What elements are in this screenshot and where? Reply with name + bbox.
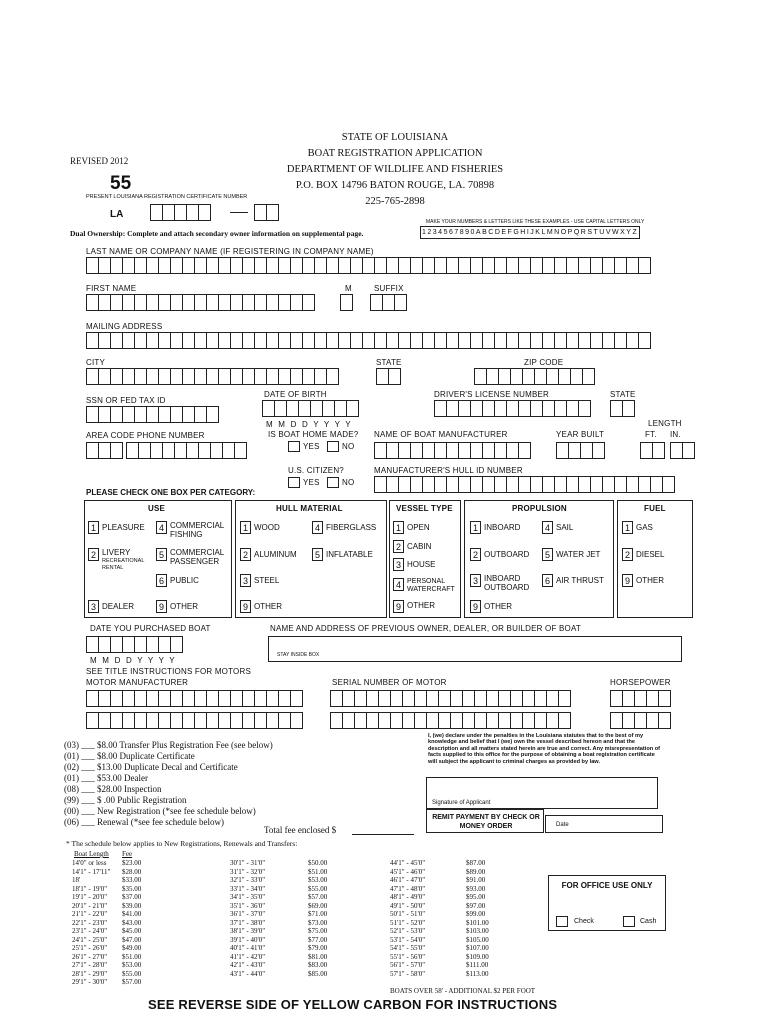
use-option-label: PUBLIC (170, 576, 199, 585)
title-line: STATE OF LOUISIANA (341, 132, 449, 143)
propulsion-option-label: INBOARD OUTBOARD (484, 574, 530, 592)
hull-title: HULL MATERIAL (276, 504, 343, 513)
fee-amount: $103.00 (466, 927, 489, 935)
schedule-fee-header: Fee (122, 850, 133, 858)
state-field[interactable] (376, 368, 400, 385)
fee-amount: $57.00 (122, 978, 142, 986)
fee-text: $28.00 Inspection (97, 784, 162, 794)
previous-owner-label: NAME AND ADDRESS OF PREVIOUS OWNER, DEALER, OR BUILDER OF BOAT (270, 624, 581, 633)
fee-amount: $57.00 (308, 893, 328, 901)
check-one-instruction: PLEASE CHECK ONE BOX PER CATEGORY: (86, 488, 256, 497)
boat-length: 52'1" - 53'0" (390, 927, 426, 935)
fee-amount: $93.00 (466, 884, 486, 893)
schedule-row (390, 961, 590, 970)
boat-length: 18' (72, 876, 81, 884)
boat-length: 19'1" - 20'0" (72, 893, 108, 901)
fee-amount: $109.00 (466, 952, 489, 961)
home-made-yes-checkbox[interactable] (288, 441, 300, 452)
fee-amount: $37.00 (122, 893, 142, 901)
boat-length: 56'1" - 57'0" (390, 961, 426, 969)
hull-id-label: MANUFACTURER'S HULL ID NUMBER (374, 466, 523, 475)
license-state-label: STATE (610, 390, 636, 399)
citizen-yes-checkbox[interactable] (288, 477, 300, 488)
fuel-option-number[interactable]: 2 (622, 548, 633, 561)
schedule-row (72, 978, 272, 987)
boat-length: 43'1" - 44'0" (230, 969, 266, 978)
use-option-sublabel: RECREATIONAL RENTAL (102, 558, 145, 571)
reg-number-boxes-b[interactable] (254, 204, 278, 221)
example-chars (420, 226, 640, 239)
year-built-label: YEAR BUILT (556, 430, 605, 439)
schedule-row (390, 970, 590, 979)
use-option-number[interactable]: 9 (156, 600, 167, 613)
boat-length: 51'1" - 52'0" (390, 918, 426, 927)
fee-code: (01) (64, 773, 79, 783)
home-made-label: IS BOAT HOME MADE? (268, 430, 359, 439)
license-state-field[interactable] (610, 400, 634, 417)
fee-amount: $55.00 (308, 884, 328, 893)
hull-option-label: ALUMINUM (254, 550, 297, 559)
vessel-option-label: HOUSE (407, 560, 436, 569)
fee-code: (00) (64, 806, 79, 816)
schedule-row (390, 936, 590, 945)
horsepower-field-2[interactable] (610, 712, 670, 729)
previous-owner-field[interactable] (268, 636, 682, 662)
propulsion-option-number[interactable]: 1 (470, 521, 481, 534)
purchase-date-format: M M D D Y Y Y Y (90, 656, 175, 665)
hull-option-number[interactable]: 9 (240, 600, 251, 613)
fee-amount: $69.00 (308, 901, 328, 910)
vessel-option-number[interactable]: 9 (393, 600, 404, 613)
boat-length: 22'1" - 23'0" (72, 918, 108, 927)
fee-amount: $97.00 (466, 901, 486, 910)
fee-amount: $28.00 (122, 867, 142, 876)
fee-code: (01) (64, 751, 79, 761)
hull-id-field[interactable] (374, 476, 674, 493)
hull-option-number[interactable]: 3 (240, 574, 251, 587)
boat-length: 31'1" - 32'0" (230, 867, 266, 876)
fee-amount: $79.00 (308, 944, 328, 952)
suffix-field[interactable] (370, 294, 406, 311)
schedule-note: * The schedule below applies to New Registrations, Renewals and Transfers: (66, 839, 298, 848)
boat-length: 39'1" - 40'0" (230, 935, 266, 944)
length-feet-field[interactable] (640, 442, 664, 459)
fee-item[interactable]: (99) ___ $ .00 Public Registration (64, 795, 187, 805)
boat-length: 33'1" - 34'0" (230, 884, 266, 893)
vessel-option-label: CABIN (407, 542, 432, 551)
propulsion-option-number[interactable]: 9 (470, 600, 481, 613)
boat-length: 30'1" - 31'0" (230, 859, 266, 867)
fee-amount: $51.00 (308, 867, 328, 876)
mailing-address-field[interactable] (86, 332, 650, 349)
fuel-title: FUEL (644, 504, 666, 513)
fee-code: (06) (64, 817, 79, 827)
fee-amount: $23.00 (122, 859, 142, 867)
office-check-checkbox[interactable] (556, 916, 568, 927)
boat-length: 32'1" - 33'0" (230, 876, 266, 884)
state-label: STATE (376, 358, 402, 367)
mailing-address-label: MAILING ADDRESS (86, 322, 163, 331)
fee-text: Renewal (*see fee schedule below) (97, 817, 224, 827)
boat-length: 53'1" - 54'0" (390, 935, 426, 944)
boat-length: 25'1" - 26'0" (72, 944, 108, 952)
serial-number-label: SERIAL NUMBER OF MOTOR (332, 678, 447, 687)
fee-amount: $53.00 (122, 961, 142, 969)
vessel-option-number[interactable]: 3 (393, 558, 404, 571)
vessel-option-number[interactable]: 4 (393, 578, 404, 591)
fee-amount: $77.00 (308, 935, 328, 944)
fuel-option-number[interactable]: 1 (622, 521, 633, 534)
suffix-label: SUFFIX (374, 284, 404, 293)
boat-length: 20'1" - 21'0" (72, 901, 108, 910)
fee-amount: $43.00 (122, 918, 142, 927)
fee-code: (99) (64, 795, 79, 805)
propulsion-option-label: AIR THRUST (556, 576, 604, 585)
boat-length: 27'1" - 28'0" (72, 961, 108, 969)
use-option-label: COMMERCIAL FISHING (170, 521, 224, 539)
use-option-label: PLEASURE (102, 523, 145, 532)
propulsion-option-label: OUTBOARD (484, 550, 530, 559)
fee-text: $ .00 Public Registration (97, 795, 187, 805)
footer-instructions: SEE REVERSE SIDE OF YELLOW CARBON FOR INSTRUCTIONS (148, 997, 558, 1012)
office-cash-checkbox[interactable] (623, 916, 635, 927)
dob-field[interactable] (262, 400, 358, 417)
fee-amount: $89.00 (466, 867, 486, 876)
declaration-text: I, (we) declare under the penalties in the Louisiana statutes that to the best of my knowledge and belief that I (we) own the vessel described hereon and that the description and all matters stated herein are true and correct. Any misrepresentation of facts supplied to this office for the purpose of obtaining a boat registration certificate will subject the applicant to criminal charges as provided by law. (428, 733, 660, 765)
length-label: LENGTH (648, 419, 682, 428)
fee-item[interactable]: (06) ___ Renewal (*see fee schedule below) (64, 817, 224, 827)
fee-amount: $53.00 (308, 876, 328, 884)
boat-length: 45'1" - 46'0" (390, 867, 426, 876)
dob-label: DATE OF BIRTH (264, 390, 327, 399)
fee-amount: $35.00 (122, 884, 142, 893)
use-option-number[interactable]: 5 (156, 548, 167, 561)
boat-length: 35'1" - 36'0" (230, 901, 266, 910)
boat-length: 14'0" or less (72, 859, 107, 867)
vessel-option-label: OPEN (407, 523, 430, 532)
fee-item[interactable]: (00) ___ New Registration (*see fee schedule below) (64, 806, 256, 816)
fee-code: (08) (64, 784, 79, 794)
fee-text: $53.00 Dealer (97, 773, 148, 783)
fee-text: $13.00 Duplicate Decal and Certificate (97, 762, 238, 772)
middle-initial-field[interactable] (340, 294, 352, 311)
vessel-title: VESSEL TYPE (396, 504, 453, 513)
propulsion-title: PROPULSION (512, 504, 567, 513)
propulsion-option-number[interactable]: 3 (470, 574, 481, 587)
title-line: P.O. BOX 14796 BATON ROUGE, LA. 70898 (295, 180, 495, 191)
city-label: CITY (86, 358, 106, 367)
phone-number-field[interactable] (126, 442, 246, 459)
fee-text: New Registration (*see fee schedule below) (97, 806, 256, 816)
feet-label: FT. (645, 430, 657, 439)
example-note: MAKE YOUR NUMBERS & LETTERS LIKE THESE EXAMPLES - USE CAPITAL LETTERS ONLY (426, 219, 645, 225)
date-label: Date (556, 822, 569, 828)
vessel-option-label: OTHER (407, 601, 435, 610)
boat-length: 18'1" - 19'0" (72, 884, 108, 893)
citizen-yes-label: YES (303, 478, 320, 487)
state-prefix: LA (110, 209, 124, 220)
ssn-label: SSN OR FED TAX ID (86, 396, 166, 405)
propulsion-option-label: INBOARD (484, 523, 521, 532)
fee-amount: $81.00 (308, 952, 328, 961)
schedule-row (390, 953, 590, 962)
boat-length: 50'1" - 51'0" (390, 910, 426, 918)
propulsion-option-number[interactable]: 4 (542, 521, 553, 534)
middle-initial-label: M (345, 284, 352, 293)
boat-length: 38'1" - 39'0" (230, 927, 266, 935)
last-name-field[interactable] (86, 257, 650, 274)
hull-option-number[interactable]: 1 (240, 521, 251, 534)
schedule-row (390, 859, 590, 868)
example-char-strip: 1234567890ABCDEFGHIJKLMNOPQRSTUVWXYZ (420, 226, 640, 239)
city-field[interactable] (86, 368, 338, 385)
serial-number-field-1[interactable] (330, 690, 570, 707)
boat-length: 14'1" - 17'11" (72, 867, 111, 876)
first-name-label: FIRST NAME (86, 284, 137, 293)
propulsion-option-label: WATER JET (556, 550, 601, 559)
boat-length: 23'1" - 24'0" (72, 927, 108, 935)
ssn-field[interactable] (86, 406, 218, 423)
fee-amount: $39.00 (122, 901, 142, 910)
phone-area-code-field[interactable] (86, 442, 122, 459)
present-reg-label: PRESENT LOUISIANA REGISTRATION CERTIFICATE NUMBER (86, 194, 248, 200)
phone-label: AREA CODE PHONE NUMBER (86, 431, 205, 440)
fee-amount: $47.00 (122, 935, 142, 944)
citizen-no-checkbox[interactable] (327, 477, 339, 488)
hull-option-label: STEEL (254, 576, 280, 585)
license-field[interactable] (434, 400, 590, 417)
total-fee-label: Total fee enclosed $ (264, 825, 337, 835)
propulsion-option-number[interactable]: 6 (542, 574, 553, 587)
fee-amount: $107.00 (466, 944, 489, 952)
use-option-label: LIVERY (102, 548, 131, 557)
boat-length: 57'1" - 58'0" (390, 969, 426, 978)
fee-amount: $91.00 (466, 876, 486, 884)
boat-length: 48'1" - 49'0" (390, 893, 426, 901)
fee-text: $8.00 Duplicate Certificate (97, 751, 195, 761)
boat-length: 44'1" - 45'0" (390, 859, 426, 867)
boat-manufacturer-label: NAME OF BOAT MANUFACTURER (374, 430, 508, 439)
title-line: 225-765-2898 (365, 196, 425, 207)
fee-amount: $33.00 (122, 876, 142, 884)
fee-amount: $111.00 (466, 961, 489, 969)
office-use-title: FOR OFFICE USE ONLY (561, 881, 653, 890)
fee-amount: $71.00 (308, 910, 328, 918)
boats-over-note: BOATS OVER 58' - ADDITIONAL $2 PER FOOT (390, 987, 536, 995)
boat-length: 49'1" - 50'0" (390, 901, 426, 910)
boat-length: 41'1" - 42'0" (230, 952, 266, 961)
fuel-option-label: DIESEL (636, 550, 665, 559)
vessel-option-label: PERSONAL WATERCRAFT (407, 578, 455, 593)
office-cash-label: Cash (640, 918, 657, 925)
hull-option-number[interactable]: 5 (312, 548, 323, 561)
propulsion-option-number[interactable]: 2 (470, 548, 481, 561)
signature-label: Signature of Applicant (432, 800, 491, 806)
fee-amount: $75.00 (308, 927, 328, 935)
fee-item[interactable]: (01) ___ $8.00 Duplicate Certificate (64, 751, 195, 761)
zip-field[interactable] (474, 368, 594, 385)
boat-length: 40'1" - 41'0" (230, 944, 266, 952)
fee-amount: $95.00 (466, 893, 486, 901)
purchase-date-field[interactable] (86, 636, 182, 653)
serial-number-field-2[interactable] (330, 712, 570, 729)
boat-length: 46'1" - 47'0" (390, 876, 426, 884)
hull-option-label: OTHER (254, 602, 282, 611)
remit-payment-note: REMIT PAYMENT BY CHECK OR MONEY ORDER (432, 814, 540, 830)
propulsion-option-number[interactable]: 5 (542, 548, 553, 561)
boat-length: 21'1" - 22'0" (72, 910, 108, 918)
dual-ownership-note: Dual Ownership: Complete and attach secondary owner information on supplemental page. (70, 229, 364, 238)
last-name-label: LAST NAME OR COMPANY NAME (IF REGISTERING IN COMPANY NAME) (86, 247, 374, 256)
hull-option-number[interactable]: 4 (312, 521, 323, 534)
category-hull-panel (235, 500, 387, 618)
fee-amount: $45.00 (122, 927, 142, 935)
total-fee-line[interactable] (352, 834, 414, 835)
boat-length: 29'1" - 30'0" (72, 978, 108, 986)
revised-date: REVISED 2012 (70, 156, 129, 166)
fuel-option-label: OTHER (636, 576, 664, 585)
home-made-no-checkbox[interactable] (327, 441, 339, 452)
boat-length: 54'1" - 55'0" (390, 944, 426, 952)
use-option-label: DEALER (102, 602, 135, 611)
fee-code: (03) (64, 740, 79, 750)
horsepower-field-1[interactable] (610, 690, 670, 707)
fee-amount: $105.00 (466, 935, 489, 944)
boat-length: 34'1" - 35'0" (230, 893, 266, 901)
purchase-date-label: DATE YOU PURCHASED BOAT (90, 624, 211, 633)
motor-manufacturer-field-2[interactable] (86, 712, 302, 729)
use-option-number[interactable]: 1 (88, 521, 99, 534)
use-option-label: COMMERCIAL PASSENGER (170, 548, 224, 566)
fee-amount: $83.00 (308, 961, 328, 969)
fee-item[interactable]: (03) ___ $8.00 Transfer Plus Registration Fee (see below) (64, 740, 273, 750)
home-made-no-label: NO (342, 442, 355, 451)
use-option-label: OTHER (170, 602, 198, 611)
hull-option-number[interactable]: 2 (240, 548, 251, 561)
citizen-label: U.S. CITIZEN? (288, 466, 344, 475)
vessel-option-number[interactable]: 1 (393, 521, 404, 534)
year-built-field[interactable] (556, 442, 604, 459)
fee-amount: $41.00 (122, 910, 142, 918)
motor-manufacturer-label: MOTOR MANUFACTURER (86, 678, 189, 687)
hull-option-label: WOOD (254, 523, 280, 532)
boat-length: 47'1" - 48'0" (390, 884, 426, 893)
zip-label: ZIP CODE (524, 358, 564, 367)
boat-length: 37'1" - 38'0" (230, 918, 266, 927)
fee-amount: $113.00 (466, 969, 489, 978)
use-option-number[interactable]: 4 (156, 521, 167, 534)
fee-amount: $99.00 (466, 910, 486, 918)
fee-text: $8.00 Transfer Plus Registration Fee (see below) (97, 740, 273, 750)
hull-option-label: INFLATABLE (326, 550, 373, 559)
length-inches-field[interactable] (670, 442, 694, 459)
use-option-number[interactable]: 3 (88, 600, 99, 613)
fee-amount: $101.00 (466, 918, 489, 927)
fee-amount: $51.00 (122, 952, 142, 961)
boat-length: 24'1" - 25'0" (72, 935, 108, 944)
stay-inside-box-note: STAY INSIDE BOX (277, 652, 320, 658)
vessel-option-number[interactable]: 2 (393, 540, 404, 553)
reg-number-boxes-a[interactable] (150, 204, 210, 221)
citizen-no-label: NO (342, 478, 355, 487)
fee-item[interactable]: (01) ___ $53.00 Dealer (64, 773, 148, 783)
propulsion-option-label: SAIL (556, 523, 574, 532)
use-title: USE (148, 504, 166, 513)
dash (230, 212, 248, 213)
fee-amount: $85.00 (308, 969, 328, 978)
fee-amount: $49.00 (122, 944, 142, 952)
fuel-option-label: GAS (636, 523, 653, 532)
hull-option-label: FIBERGLASS (326, 523, 377, 532)
boat-length: 28'1" - 29'0" (72, 969, 108, 978)
schedule-row (390, 944, 590, 953)
office-check-label: Check (574, 918, 594, 925)
motor-manufacturer-field-1[interactable] (86, 690, 302, 707)
dob-format: M M D D Y Y Y Y (266, 420, 351, 429)
use-option-number[interactable]: 6 (156, 574, 167, 587)
fuel-option-number[interactable]: 9 (622, 574, 633, 587)
boat-length: 26'1" - 27'0" (72, 952, 108, 961)
first-name-field[interactable] (86, 294, 314, 311)
boat-length: 42'1" - 43'0" (230, 961, 266, 969)
license-label: DRIVER'S LICENSE NUMBER (434, 390, 550, 399)
fee-amount: $50.00 (308, 859, 328, 867)
fee-item[interactable]: (08) ___ $28.00 Inspection (64, 784, 162, 794)
use-option-number[interactable]: 2 (88, 548, 99, 561)
inches-label: IN. (670, 430, 681, 439)
boat-length: 55'1" - 56'0" (390, 952, 426, 961)
fee-amount: $73.00 (308, 918, 328, 927)
propulsion-option-label: OTHER (484, 602, 512, 611)
boat-manufacturer-field[interactable] (374, 442, 530, 459)
title-instructions: SEE TITLE INSTRUCTIONS FOR MOTORS (86, 667, 251, 676)
fee-code: (02) (64, 762, 79, 772)
horsepower-label: HORSEPOWER (610, 678, 671, 687)
category-propulsion-panel (464, 500, 614, 618)
fee-amount: $87.00 (466, 859, 486, 867)
fee-item[interactable]: (02) ___ $13.00 Duplicate Decal and Certificate (64, 762, 238, 772)
boat-length: 36'1" - 37'0" (230, 910, 266, 918)
home-made-yes-label: YES (303, 442, 320, 451)
fee-amount: $55.00 (122, 969, 142, 978)
form-number: 55 (110, 173, 132, 194)
title-line: BOAT REGISTRATION APPLICATION (307, 148, 483, 159)
title-line: DEPARTMENT OF WILDLIFE AND FISHERIES (286, 164, 504, 175)
form-title (270, 130, 520, 210)
schedule-length-header: Boat Length (74, 850, 109, 858)
